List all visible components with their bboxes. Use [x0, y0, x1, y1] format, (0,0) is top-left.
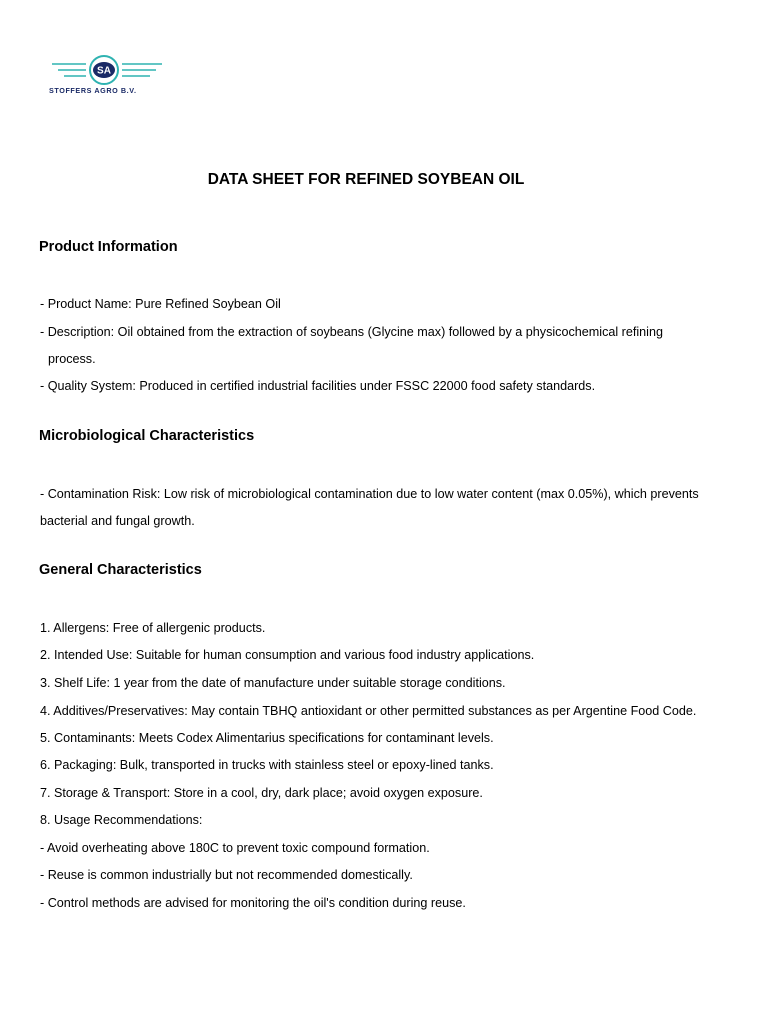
logo-monogram: SA [97, 65, 111, 77]
list-item: 2. Intended Use: Suitable for human consumption and various food industry applications. [40, 648, 535, 662]
list-item: - Reuse is common industrially but not recommended domestically. [40, 868, 413, 882]
list-item: 3. Shelf Life: 1 year from the date of manufacture under suitable storage conditions. [40, 676, 506, 690]
section-heading-microbiological: Microbiological Characteristics [39, 428, 255, 444]
list-item: - Control methods are advised for monitoring the oil's condition during reuse. [40, 896, 466, 910]
list-item: 7. Storage & Transport: Store in a cool, dry, dark place; avoid oxygen exposure. [40, 786, 483, 800]
quality-system-line: - Quality System: Produced in certified industrial facilities under FSSC 22000 food safety standards. [40, 379, 596, 393]
logo-company-name: STOFFERS AGRO B.V. [49, 86, 137, 95]
list-item: 6. Packaging: Bulk, transported in trucks with stainless steel or epoxy-lined tanks. [40, 758, 494, 772]
document-title: DATA SHEET FOR REFINED SOYBEAN OIL [207, 171, 525, 188]
logo-emblem-icon [40, 48, 184, 88]
contamination-risk-line: - Contamination Risk: Low risk of microbiological contamination due to low water content (max 0.05%), which prevents [40, 487, 699, 501]
description-line: - Description: Oil obtained from the extraction of soybeans (Glycine max) followed by a physicochemical refining [40, 325, 663, 339]
contamination-risk-continuation-line: bacterial and fungal growth. [40, 514, 195, 528]
company-logo [40, 48, 184, 106]
description-continuation-line: process. [48, 352, 96, 366]
list-item: 8. Usage Recommendations: [40, 813, 203, 827]
list-item: 5. Contaminants: Meets Codex Alimentarius specifications for contaminant levels. [40, 731, 494, 745]
list-item: 4. Additives/Preservatives: May contain TBHQ antioxidant or other permitted substances as per Argentine Food Code. [40, 704, 697, 718]
list-item: 1. Allergens: Free of allergenic products. [40, 621, 266, 635]
product-name-line: - Product Name: Pure Refined Soybean Oil [40, 297, 281, 311]
section-heading-product-information: Product Information [39, 239, 178, 255]
list-item: - Avoid overheating above 180C to prevent toxic compound formation. [40, 841, 430, 855]
section-heading-general: General Characteristics [39, 562, 202, 578]
